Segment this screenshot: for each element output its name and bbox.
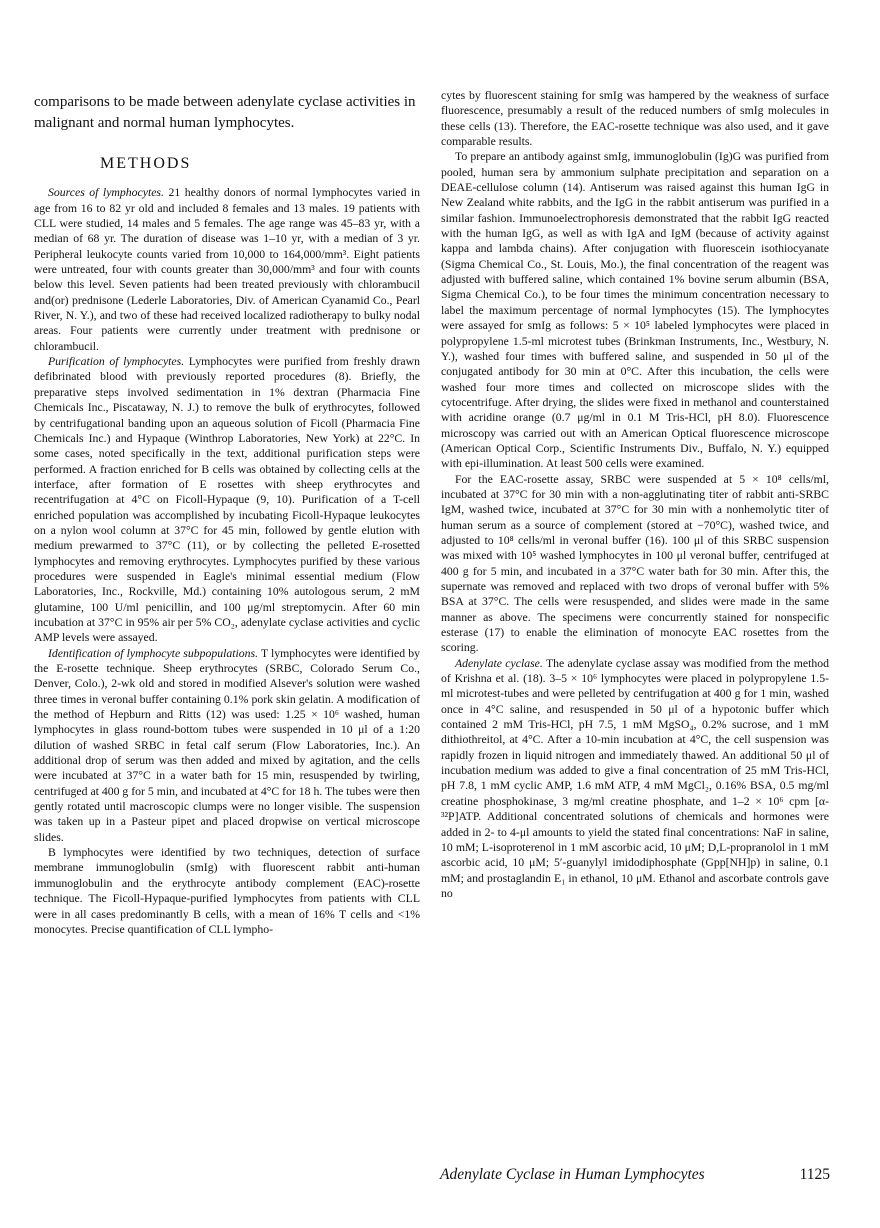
subheading-sources: Sources of lymphocytes. (48, 186, 164, 200)
subheading-purification: Purification of lymphocytes. (48, 355, 185, 369)
paragraph-sources (34, 185, 420, 354)
lead-text: comparisons to be made between adenylate cyclase activities in malignant and normal human lymphocytes. (34, 94, 416, 131)
paragraph-adenylate-cyclase (441, 656, 829, 902)
paragraph-antibody: To prepare an antibody against smIg, immunoglobulin (Ig)G was purified from pooled, human sera by ammonium sulphate precipitation and separation on a DEAE-cellulose column (14). Antiserum was raised against this human IgG in New Zealand white rabbits, and the IgG in the rabbit antiserum was purified in a similar fashion. Immunoelectrophoresis demonstrated that the rabbit IgG reacted with the human IgG, as well as with IgA and IgM (because of activity against kappa and lambda chains). After conjugation with fluorescein isothiocyanate (Sigma Chemical Co., St. Louis, Mo.), the final concentration of the reagent was adjusted with buffered saline, which contained 1% bovine serum albumin (BSA, Sigma Chemical Co.), to be four times the minimum concentration necessary to label the maximum percentage of normal lymphocytes (15). The lymphocytes were assayed for smIg as follows: 5 × 10⁵ labeled lymphocytes were placed in polypropylene 1.5-ml microtest tubes (Brinkman Instruments, Inc., Westbury, N. Y.), washed four times with buffered saline, and suspended in 50 μl of the conjugated antibody for 30 min at 0°C. After this incubation, the cells were washed four more times and collected on microscope slides with the cytocentrifuge. After drying, the slides were fixed in methanol and counterstained with acridine orange (0.7 μg/ml in 0.1 M Tris-HCl, pH 8.0). Fluorescence microscopy was carried out with an American Optical fluorescence microscope (American Optical Corp., Scientific Instruments Div., Buffalo, N. Y.) equipped with epi-illumination. At least 500 cells were examined. (441, 150, 829, 471)
paragraph-b-lymphocytes: B lymphocytes were identified by two techniques, detection of surface membrane immunoglobulin (smIg) with fluorescent rabbit anti-human immunoglobulin and the erythrocyte antibody complement (EAC)-rosette technique. The Ficoll-Hypaque-purified lymphocytes from patients with CLL were in all cases predominantly B cells, with a mean of 16% T cells and <1% monocytes. Precise quantification of CLL lympho- (34, 846, 420, 936)
paragraph-sources-text: 21 healthy donors of normal lymphocytes varied in age from 16 to 82 yr old and included 8 females and 13 males. 19 patients with CLL were studied, 14 males and 5 females. The age range was 45–83 yr, with a median of 68 yr. The duration of disease was 1–10 yr, with a median of 3 yr. Peripheral leukocyte counts varied from 10,000 to 164,000/mm³. Eight patients were untreated, four with counts greater than 30,000/mm³ and four with counts below this level. Seven patients had been treated previously with chlorambucil and(or) prednisone (Lederle Laboratories, Div. of American Cyanamid Co., Pearl River, N. Y.), and two of these had received localized radiotherapy to bulky nodal areas. Four patients were currently under treatment with prednisone or chlorambucil. (34, 186, 421, 353)
paragraph-eac-rosette: For the EAC-rosette assay, SRBC were suspended at 5 × 10⁸ cells/ml, incubated at 37°C for 30 min with a non-agglutinating titer of rabbit anti-SRBC IgM, washed twice, incubated at 37°C for 30 min with a nonhemolytic titer of human serum as a source of complement (stored at −70°C), washed twice, and adjusted to 10⁸ cells/ml in veronal buffer (16). 100 μl of this SRBC suspension was mixed with 10⁵ washed lymphocytes in 100 μl veronal buffer, centrifuged at 400 g for 5 min, and incubated in a 37°C water bath for 30 min. After this, the supernate was removed and replaced with two drops of veronal buffer with 5% BSA at 37°C. The cells were resuspended, and slides were made in the same manner as above. The specimens were concurrently stained for nonspecific esterase (17) to enable the elimination of monocyte EAC rosettes from the scoring. (441, 472, 829, 655)
left-column (34, 88, 420, 937)
paragraph-purification (34, 354, 420, 646)
subheading-identification: Identification of lymphocyte subpopulations. (48, 646, 259, 660)
running-title: Adenylate Cyclase in Human Lymphocytes (440, 1166, 705, 1183)
paragraph-purification-text: Lymphocytes were purified from freshly drawn defibrinated blood with previously reported procedures (8). Briefly, the preparative steps involved sedimentation in 1% dextran (Pharmacia Fine Chemicals Inc., Piscataway, N. J.) to remove the bulk of erythrocytes, followed by centrifugational banding upon an aqueous solution of Ficoll (Pharmacia Fine Chemicals Inc.) and Hypaque (Winthrop Laboratories, New York) at 22°C. In some cases, noted specifically in the text, additional purification steps were performed. A fraction enriched for B cells was obtained by collecting cells at the interface, after formation of E rosettes with sheep erythrocytes and recentrifugation at 4°C on Ficoll-Hypaque (9, 10). Purification of a T-cell enriched population was accomplished by incubating Ficoll-Hypaque leukocytes on a nylon wool column at 37°C for 45 min, followed by gentle elution with medium prewarmed to 37°C (11), or by collecting the pelleted E-rosetted lymphocytes and removing erythrocytes. Lymphocytes purified by these various procedures were suspended in Eagle's minimal essential medium (Flow Laboratories, Inc., Rockville, Md.) containing 10% autologous serum, 2 mM glutamine, 100 U/ml penicillin, and 100 μg/ml streptomycin. After 60 min incubation at 37°C in 95% air per 5% CO₂, adenylate cyclase activities and cyclic AMP levels were assayed. (34, 355, 420, 645)
page-number: 1125 (799, 1166, 830, 1183)
subheading-adenylate-cyclase: Adenylate cyclase. (455, 656, 543, 670)
section-heading-methods: METHODS (100, 155, 192, 172)
paragraph-adenylate-cyclase-text: The adenylate cyclase assay was modified from the method of Krishna et al. (18). 3–5 × 10⁶ lymphocytes were placed in polypropylene 1.5-ml microtest-tubes and were pelleted by centrifugation at 400 g for 1 min, washed once in 4°C saline, and resuspended in 50 μl of a hypotonic buffer which contained 2 mM Tris-HCl, pH 7.5, 1 mM MgSO₄, 0.2% sucrose, and 1 mM dithiothreitol, at 4°C. After a 10-min incubation at 4°C, the cell suspension was rapidly frozen in liquid nitrogen and immediately thawed. An additional 50 μl of incubation medium was added to give a final concentration of 25 mM Tris-HCl, pH 7.8, 1 mM cyclic AMP, 1.6 mM ATP, 4 mM MgCl₂, 0.16% BSA, 0.5 mg/ml creatine phosphokinase, 3 mg/ml creatine phosphate, and 1–2 × 10⁶ cpm [α-³²P]ATP. Additional concentrated solutions of chemicals and hormones were added in 2- to 4-μl amounts to yield the stated final concentrations: NaF in saline, 10 mM; L-isoproterenol in 1 mM ascorbic acid, 10 μM; D,L-propranolol in 1 mM ascorbic acid, 10 μM; 5′-guanylyl imidodiphosphate (Gpp[NH]p) in saline, 0.1 mM; and prostaglandin E₁ in ethanol, 10 μM. Ethanol and ascorbate controls gave no (441, 656, 829, 900)
paragraph-identification (34, 646, 420, 845)
paragraph-identification-text: T lymphocytes were identified by the E-rosette technique. Sheep erythrocytes (SRBC, Colorado Serum Co., Denver, Colo.), 2-wk old and stored in modified Alsever's solution were washed three times in veronal buffer containing 0.1% pork skin gelatin. A modification of the method of Hepburn and Ritts (12) was used: 1.25 × 10⁶ washed, human lymphocytes in glass round-bottom tubes were suspended in 10 μl of a 1:20 dilution of washed SRBC in fetal calf serum (Flow Laboratories, Inc.). An additional drop of serum was then added and mixed by agitation, and the cells were incubated at 37°C in a water bath for 15 min, resuspended by twirling, centrifuged at 400 g for 5 min, and incubated at 4°C for 18 h. The tubes were then gently rotated until macroscopic clumps were no longer visible. The suspension was taken up in a Pasteur pipet and placed dropwise on vertical microscope slides. (34, 646, 420, 844)
right-column (441, 88, 829, 901)
paragraph-continued: cytes by fluorescent staining for smIg was hampered by the weakness of surface fluorescence, presumably a result of the reduced numbers of smIg molecules in these cells (13). Therefore, the EAC-rosette technique was also used, and it gave comparable results. (441, 89, 829, 149)
page-footer (440, 1166, 830, 1184)
